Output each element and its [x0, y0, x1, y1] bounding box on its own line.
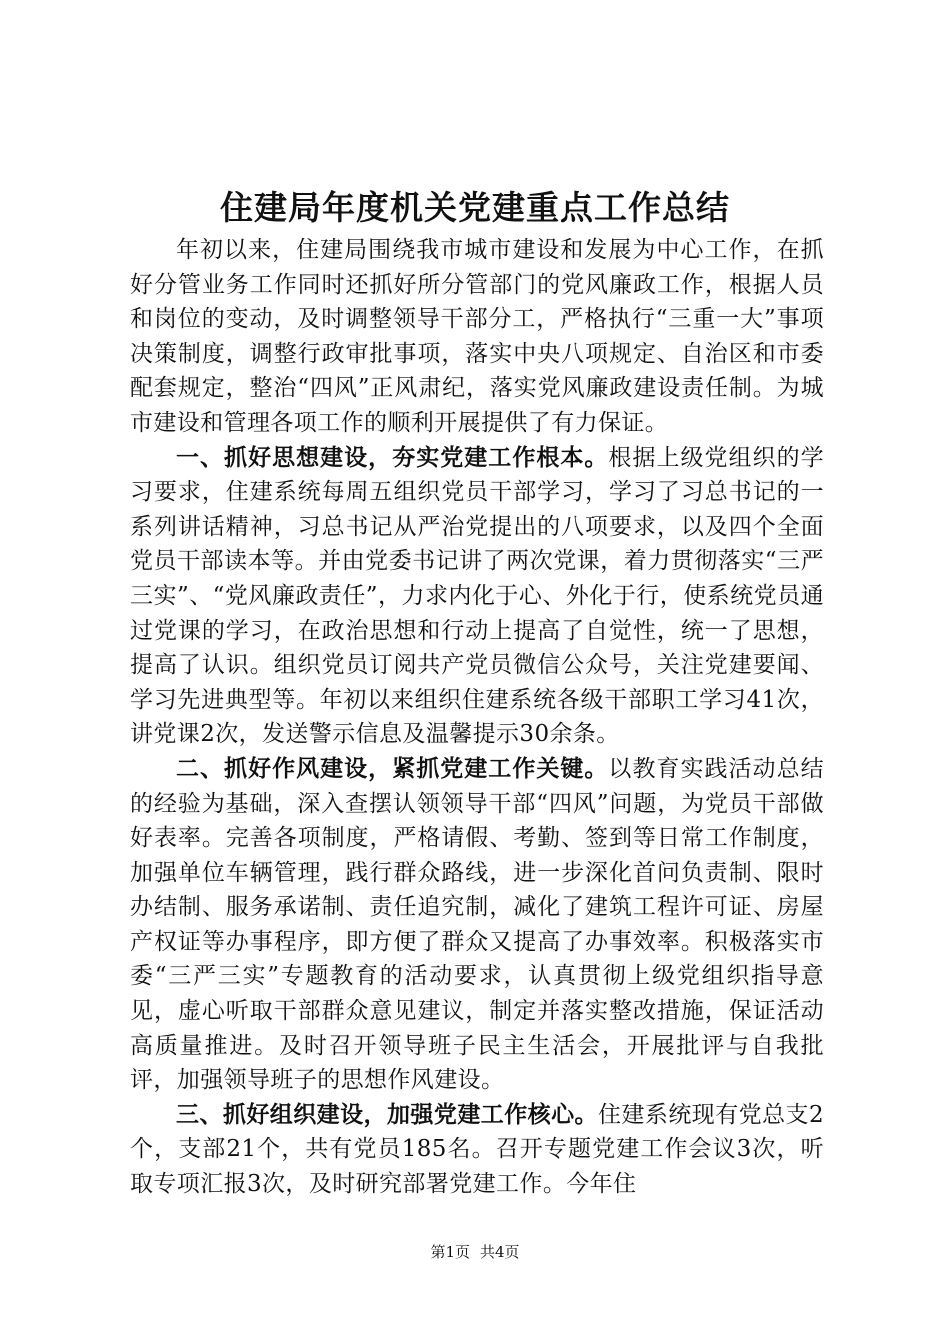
page-number: 第1页 [430, 1243, 470, 1261]
section-paragraph-1 [130, 441, 824, 752]
section-text-3: 住建系统现有党总支2个，支部21个，共有党员185名。召开专题党建工作会议3次，听取专项汇报3次，及时研究部署党建工作。今年住 [130, 1101, 825, 1198]
document-title: 住建局年度机关党建重点工作总结 [220, 188, 730, 227]
section-text-2: 以教育实践活动总结的经验为基础，深入查摆认领领导干部“四风”问题，为党员干部做好表率。完善各项制度，严格请假、考勤、签到等日常工作制度，加强单位车辆管理，践行群众路线，进一步深化首问负责制、限时办结制、服务承诺制、责任追究制，减化了建筑工程许可证、房屋产权证等办事程序，即方便了群众又提高了办事效率。积极落实市委“三严三实”专题教育的活动要求，认真贯彻上级党组织指导意见，虚心听取干部群众意见建议，制定并落实整改措施，保证活动高质量推进。及时召开领导班子民主生活会，开展批评与自我批评，加强领导班子的思想作风建设。 [130, 755, 825, 1094]
page-total: 共4页 [480, 1243, 520, 1261]
section-heading-3: 三、抓好组织建设，加强党建工作核心。 [176, 1100, 598, 1128]
section-heading-1: 一、抓好思想建设，夯实党建工作根本。 [176, 443, 609, 471]
section-text-1: 根据上级党组织的学习要求，住建系统每周五组织党员干部学习，学习了习总书记的一系列讲话精神，习总书记从严治党提出的八项要求，以及四个全面党员干部读本等。并由党委书记讲了两次党课，着力贯彻落实“三严三实”、“党风廉政责任”，力求内化于心、外化于行，使系统党员通过党课的学习，在政治思想和行动上提高了自觉性，统一了思想，提高了认识。组织党员订阅共产党员微信公众号，关注党建要闻、学习先进典型等。年初以来组织住建系统各级干部职工学习41次，讲党课2次，发送警示信息及温馨提示30余条。 [130, 444, 825, 748]
section-heading-2: 二、抓好作风建设，紧抓党建工作关键。 [176, 754, 609, 782]
section-paragraph-3 [130, 1098, 824, 1202]
section-paragraph-2 [130, 752, 824, 1098]
document-body [130, 233, 824, 1202]
page-footer [0, 1242, 950, 1262]
intro-paragraph: 年初以来，住建局围绕我市城市建设和发展为中心工作，在抓好分管业务工作同时还抓好所分管部门的党风廉政工作，根据人员和岗位的变动，及时调整领导干部分工，严格执行“三重一大”事项决策制度，调整行政审批事项，落实中央八项规定、自治区和市委配套规定，整治“四风”正风肃纪，落实党风廉政建设责任制。为城市建设和管理各项工作的顺利开展提供了有力保证。 [130, 237, 824, 436]
